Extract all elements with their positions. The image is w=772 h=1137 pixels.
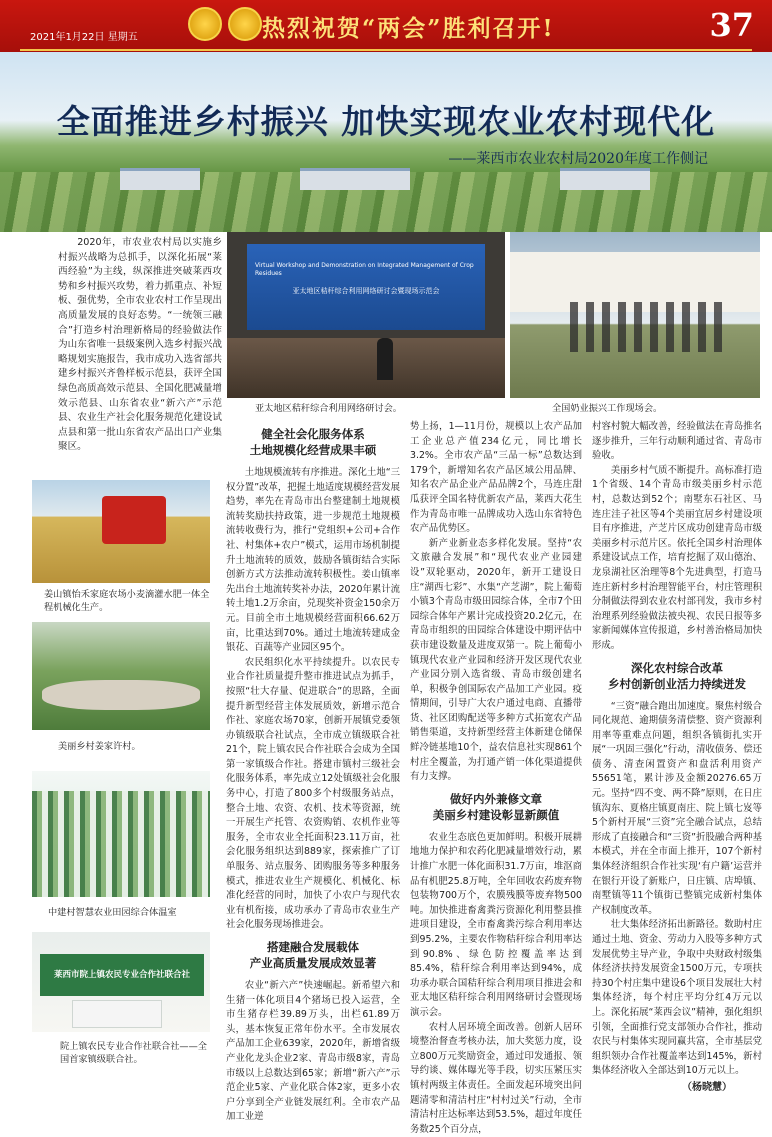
caption-harvest: 姜山镇怡禾家庭农场小麦滴灌水肥一体全程机械化生产。 [44,589,210,613]
intro-paragraph: 2020年，市农业农村局以实施乡村振兴战略为总抓手，以深化拓展“莱西经验”为主线，纵深推进突破莱西攻势和乡村振兴攻势，着力抓重点、补短板、强优势，全市农业农村工作呈现出高质量发展的良好态势。“一统领三融合”打造乡村治理新格局的经验做法作为山东省唯一县级案例入选乡村振兴战略规划实施报告，我市成功入选省部共建乡村振兴齐鲁样板示范县，获评全国绿色高质高效示范县、全国化肥减量增效示范县、山东省农业“新六产”示范县、农业生产社会化服务规范化建设试点县和第一批山东省农产品出口产业集聚区。 [58,237,222,453]
section-heading-social-services: 健全社会化服务体系 土地规模化经营成果丰硕 [249,427,377,457]
page-number: 37 [709,6,754,44]
garden-path [42,680,200,710]
banner-rule [20,49,752,51]
page-banner [0,0,772,52]
paragraph: 壮大集体经济拓出新路径。数助村庄通过土地、资金、劳动力入股等多种方式发展优势主导产业，争取中央财政村级集体经济扶持发展资金1500万元，专项扶持30个村庄集中建设6个项目发展壮大村集体经济，每个村庄平均分红4万元以上。深化拓展“莱西会议”精神，强化组织引领，全面推行党支部领办合作社，推动农民与村集体实现同赢共富，全市基层党组织领办合作社覆盖率达到145%，新村集体经济收入全部达到10万元以上。 [592,919,762,1077]
section-heading-rural-reform: 深化农村综合改革 乡村创新创业活力持续迸发 [608,660,746,691]
building-shape [120,168,200,190]
paragraph: 农业“新六产”快速崛起。新希望六和生猪一体化项目4个猪场已投入运营，全市生猪存栏39.89万头，出栏61.89万头，基本恢复正常年份水平。全市发展农产品加工企业639家，2020年，新增省级产业化龙头企业2家、青岛市级8家，青岛市级以上总数达到65家；新增“新六产”示范企业5家、产业化联合体2家，更多小农户分享到全产业链发展红利。全市农产品加工业逆 [226,980,400,1123]
photo-harvest [32,480,210,583]
page-headline: 全面推进乡村振兴 加快实现农业农村现代化 [56,102,716,141]
hero-image [0,52,772,232]
photo-greenhouse [32,771,210,897]
caption-greenhouse: 中建村智慧农业田园综合体温室 [48,907,177,918]
projection-screen [247,244,485,330]
screen-text-cn: 亚太地区秸秆综合利用网络研讨会暨现场示范会 [292,287,440,295]
paragraph: 势上扬，1—11月份，规模以上农产品加工企业总产值234亿元，同比增长3.2%。全市农产品“三品一标”总数达到179个，新增知名农产品区域公用品牌、知名农产品企业产品品牌2个，马连庄甜瓜获评全国名特优新农产品，莱西大花生作为青岛市唯一品牌成功入选山东省特色农产品优势区。 [410,421,582,535]
national-emblem-icon [188,7,222,41]
harvester-shape [102,496,166,544]
article-column-3 [592,420,762,1079]
paragraph: 土地规模流转有序推进。深化土地“三权分置”改革，把握土地适度规模经营发展趋势，率先在青岛市出台整建制土地规模流转奖励扶持政策，进一步规范土地规模流转收费行为，推行“党组织+公司+合作社、村集体+农户”模式，运用市场机制提升土地流转的质效，鼓励各镇街结合实际创新方式方法推动流转积极性。姜山镇率先出台土地流转奖补办法，2020年累计流转土地1.2万余亩，兑现奖补资金150余万元。目前全市土地规模经营面积66.62万亩，比重达到70%。通过土地流转建成金银花、百蔬等产业园区95个。 [226,467,400,654]
page-subheadline: ——莱西市农业农村局2020年度工作侧记 [448,151,708,167]
crowd-figures [570,302,730,352]
author-byline: （杨晓慧） [682,1082,732,1093]
paragraph: 农业生态底色更加鲜明。积极开展耕地地力保护和农药化肥减量增效行动，累计推广水肥一体化面积31.7万亩，堆沤商品有机肥25.8万吨，全年回收农药废弃物包装物700万个，农膜残膜等废弃物500吨。加快推进畜禽粪污资源化利用整县推进项目建设，全市畜禽粪污综合利用率达到95.2%，主要农作物秸秆综合利用率达到90.8%、绿色防控覆盖率达到85.4%，秸秆综合利用率达到94%，成功承办联合国秸秆综合利用项目推进会和亚太地区秸秆综合利用网络研讨会暨现场演示会。 [410,831,582,1018]
speaker-figure [377,338,393,380]
caption-site-visit: 全国奶业振兴工作现场会。 [552,403,663,414]
photo-village [32,622,210,730]
paragraph: 村容村貌大幅改善，经验做法在青岛推名逐步推升，三年行动顺利通过省、青岛市验收。 [592,421,762,462]
photo-site-visit [510,232,760,398]
banner-title: 热烈祝贺“两会”胜利召开! [262,15,555,42]
issue-date: 2021年1月22日 星期五 [30,32,138,43]
section-heading-industry-integration: 搭建融合发展载体 产业高质量发展成效显著 [249,940,377,970]
building-shape [560,168,650,190]
paragraph: 农村人居环境全面改善。创新人居环境整治督查考核办法，加大奖惩力度，设立800万元奖励资金，通过印发通报、领导约谈、媒体曝光等手段，切实压紧压实镇村两级主体责任。全面发起环境突出问题清零和清洁村庄“村村过关”行动，全市清洁村庄达标率达到53.5%，超过年度任务数25个百分点， [410,1021,582,1135]
caption-village: 美丽乡村姜家许村。 [58,741,141,752]
screen-text-en: Virtual Workshop and Demonstration on Integrated Management of Crop Residues [255,262,474,277]
service-counter [72,1000,162,1028]
section-heading-beautiful-village: 做好内外兼修文章 美丽乡村建设彰显新颜值 [432,791,560,822]
caption-cooperative: 院上镇农民专业合作社联合社——全国首家镇级联合社。 [60,1041,207,1065]
paragraph: “三资”融合跑出加速度。聚焦村级合同化规范、逾期债务清偿整、资产资源利用率等重难点问题，组织各镇街扎实开展“一巩固三强化”行动，清收债务、偿还债务、清查闲置资产和盘活利用资产55651笔，累计涉及金额20276.65万元。坚持“四不变、两不降”原则，在日庄镇沟东、夏格庄镇夏南庄、院上镇七岌等5个新村开展“三资”完全融合试点，总结形成了直接融合和“三资”折股融合两种基本模式，并在全市面上推开，107个新村集体经济组织合作社实现‘有户籍’运营并在银行开设了新账户，日庄镇、店埠镇、南墅镇等11个镇街已整镇完成新村集体产权制度改革。 [592,700,762,916]
article-column-1 [226,420,400,1125]
article-column-2 [410,420,582,1137]
signboard-text: 莱西市院上镇农民专业合作社联合社 [53,970,190,980]
building-shape [300,168,410,190]
paragraph: 农民组织化水平持续提升。以农民专业合作社质量提升整市推进试点为抓手，按照“壮大存量、促进联合”的思路，全面提升新型经营主体发展质效，新增示范合作社、家庭农场70家，创新开展镇党委领办镇级联合社试点，全市成立镇级联合社21个，院上镇农民合作社联合会成为全国第一家镇级合作社。搭建市镇村三级社会化服务体系，率先成立12处镇级社会化服务中心，打造了800多个村级服务站点，整合土地、农资、农机、技术等资源，统一开展生产托管、农资购销、农机作业等服务，全市农业全托面积23.11万亩，社会化服务组织达到889家，探索推广了订单服务、站点服务、团购服务等多种服务模式，推进农业生产规模化、机械化、标准化经营的同时，加快了小农户与现代农业有机衔接，成功承办了青岛市农业生产社会化服务现场推进会。 [226,656,400,931]
photo-cooperative [32,932,210,1032]
plant-rows [32,791,210,897]
cppcc-emblem-icon [228,7,262,41]
stage-floor [227,338,505,398]
paragraph: 美丽乡村气质不断提升。高标准打造1个省级、14个青岛市级美丽乡村示范村，总数达到52个；南墅东石社区、马连庄洼子社区等4个美丽宜居乡村建设项目有序推进，产芝片区成功创建青岛市级美丽乡村示范片区。依托全国乡村治理体系建设试点工作，培育挖掘了双山德治、龙泉湖社区治理等8个先进典型，打造马连庄新村乡村治理智能平台，村庄管理积分制做法得到农业农村部刊发，我市乡村治理系列经验做法被央视、农民日报等多家新闻媒体宣传报道，乡村善治格局加快形成。 [592,464,762,651]
photo-conference [227,232,505,398]
paragraph: 新产业新业态多样化发展。坚持“农文旅融合发展”和“现代农业产业园建设”双轮驱动，2020年，新开工建设日庄“湖西七彩”、水集“产芝湖”，院上葡萄小镇3个青岛市级田园综合体，全市7个田园综合体年产累计完成投资20.2亿元，在青岛市组织的田园综合体建设中期评估中获市建设数量及进度双第一。院上葡萄小镇现代农业产业园和经济开发区现代农业产业园分别入选省级、青岛市级创建名单，积极争创国际农产品加工产业园。疫情期间，引导广大农户通过电商、直播带货、社区团购配送等多种方式拓宽农产品销售渠道，支持新型经营主体新建仓储保鲜冷链基地10个，益农信息社实现861个村庄全覆盖，为打通产销一体化渠道提供有力支撑。 [410,537,582,783]
cooperative-signboard [40,954,204,996]
caption-conference: 亚太地区秸秆综合利用网络研讨会。 [255,403,402,414]
